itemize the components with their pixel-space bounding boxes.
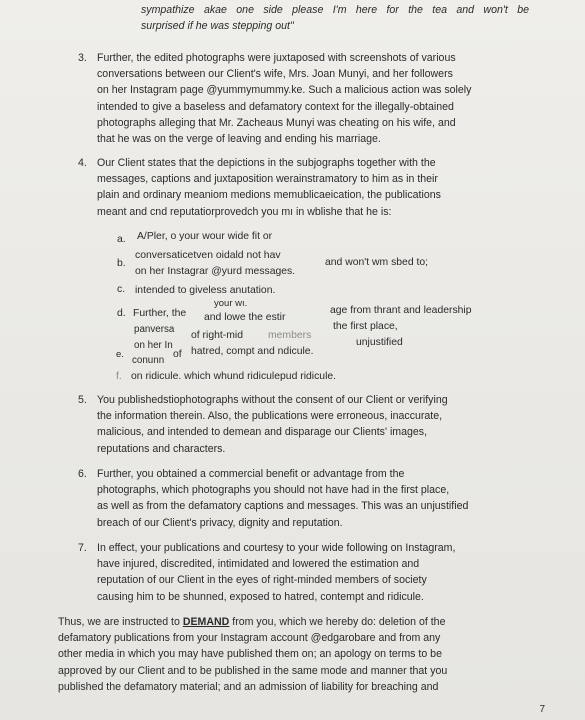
paragraph-line: meant and cnd reputatiorprovedch you mı in wblishe that he is:: [97, 205, 392, 218]
subitem-b-label: b.: [117, 258, 126, 269]
paragraph-line: breach of our Client's privacy, dignity and reputation.: [97, 516, 343, 529]
paragraph-line: Our Client states that the depictions in the subjographs together with the: [97, 157, 436, 169]
paragraph-6: [97, 466, 531, 531]
paragraph-line: Further, you obtained a commercial benefit or advantage from the: [97, 468, 405, 480]
closing-lead: Thus, we are instructed to: [58, 616, 180, 628]
fragment-on-her-in: on her In: [134, 340, 173, 351]
fragment-of: of: [173, 349, 182, 360]
subitem-c-text: intended to giveless anutation.: [135, 285, 276, 296]
fragment-hatred: hatred, compt and ndicule.: [191, 346, 314, 357]
closing-line: other media in which you may have published them on; an apology on terms to be: [58, 648, 442, 661]
paragraph-line: malicious, and intended to demean and disparage our Clients' images,: [97, 426, 428, 439]
paragraph-5: [97, 392, 531, 457]
subitem-d-right1: age from thrant and leadership: [330, 305, 472, 316]
subitem-f-text: on ridicule. which whund ridiculepud ridicule.: [131, 371, 337, 382]
subitem-d-text2: and lowe the estir: [204, 312, 286, 323]
paragraph-line: reputations and characters.: [97, 442, 226, 455]
paragraph-line: Further, the edited photographs were juxtaposed with screenshots of various: [97, 52, 456, 64]
fragment-conunn: conunn: [132, 355, 165, 366]
closing-line: defamatory publications from your Instagram account @edgarobare and from any: [58, 632, 441, 645]
paragraph-line: messages, captions and juxtaposition werainstramatory to him as in their: [97, 173, 438, 186]
closing-rest: from you, which we hereby do: deletion of the: [232, 616, 446, 628]
paragraph-line: the information therein. Also, the publications were erroneous, inaccurate,: [97, 410, 443, 423]
closing-line: approved by our Client and to be published in the same mode and manner that you: [58, 664, 448, 677]
paragraph-line: have injured, discredited, intimidated and lowered the estimation and: [97, 558, 420, 571]
item-number: 4.: [78, 157, 87, 169]
subitem-d-right2: the first place,: [333, 321, 398, 332]
quote-tail: [141, 2, 529, 34]
demand-word: DEMAND: [182, 616, 230, 628]
subitem-b-text2: on her Instagrar @yurd messages.: [135, 266, 296, 277]
item-number: 3.: [78, 52, 87, 64]
subitem-d-right3: unjustified: [356, 337, 403, 348]
fragment-panversa: panversa: [134, 324, 175, 335]
paragraph-line: on her Instagram page @yummymummy.ke. Such a malicious action was solely: [97, 84, 472, 97]
fragment-members: members: [268, 330, 312, 341]
paragraph-line: In effect, your publications and courtesy to your wide following on Instagram,: [97, 542, 456, 554]
subitem-c-label: c.: [117, 284, 126, 295]
subitem-d-text1: Further, the: [133, 308, 187, 319]
closing-paragraph: [58, 614, 532, 695]
paragraph-line: reputation of our Client in the eyes of right-minded members of society: [97, 574, 427, 587]
item-number: 7.: [78, 542, 87, 554]
subitem-a-text: A/Pler, o your wour wide fit or: [137, 231, 273, 242]
paragraph-4: [97, 155, 531, 220]
quote-line: surprised if he was stepping out": [141, 20, 294, 33]
paragraph-line: photographs alleging that Mr. Zacheaus Munyi was cheating on his wife, and: [97, 116, 456, 129]
closing-line: [58, 614, 532, 630]
paragraph-7: [97, 540, 531, 605]
paragraph-line: causing him to be shunned, exposed to hatred, contempt and ridicule.: [97, 590, 424, 603]
paragraph-line: that he was on the verge of leaving and ending his marriage.: [97, 133, 381, 146]
subitem-b-text1: conversaticetven oidald not hav: [135, 250, 281, 261]
item-number: 5.: [78, 394, 87, 406]
paragraph-line: intended to give a baseless and defamatory context for the illegally-obtained: [97, 100, 454, 113]
subitem-e-label: e.: [116, 349, 124, 360]
paragraph-line: photographs, which photographs you should not have had in the first place,: [97, 484, 450, 497]
paragraph-line: plain and ordinary meaniom medions memublicaeication, the publications: [97, 189, 441, 202]
page-number: 7: [539, 703, 545, 715]
item-number: 6.: [78, 468, 87, 480]
paragraph-line: You publishedstiophotographs without the consent of our Client or verifying: [97, 394, 448, 406]
closing-line: published the defamatory material; and an admission of liability for breaching and: [58, 680, 439, 693]
paragraph-line: conversations between our Client's wife, Mrs. Joan Munyi, and her followers: [97, 68, 453, 81]
subitem-f-label: f.: [116, 371, 122, 382]
paragraph-3: [97, 50, 531, 147]
subitem-b-right: and won't wm sbed to;: [325, 257, 429, 268]
paragraph-line: as well as from the defamatory captions and messages. This was an unjustified: [97, 500, 469, 513]
quote-line: sympathize akae one side please I'm here for the tea and won't be: [141, 4, 529, 16]
subitem-a-label: a.: [117, 234, 126, 245]
subitem-d-label: d.: [117, 308, 126, 319]
fragment-of-right: of right-mid: [191, 330, 243, 341]
subitem-d-your: your wı.: [214, 298, 248, 309]
